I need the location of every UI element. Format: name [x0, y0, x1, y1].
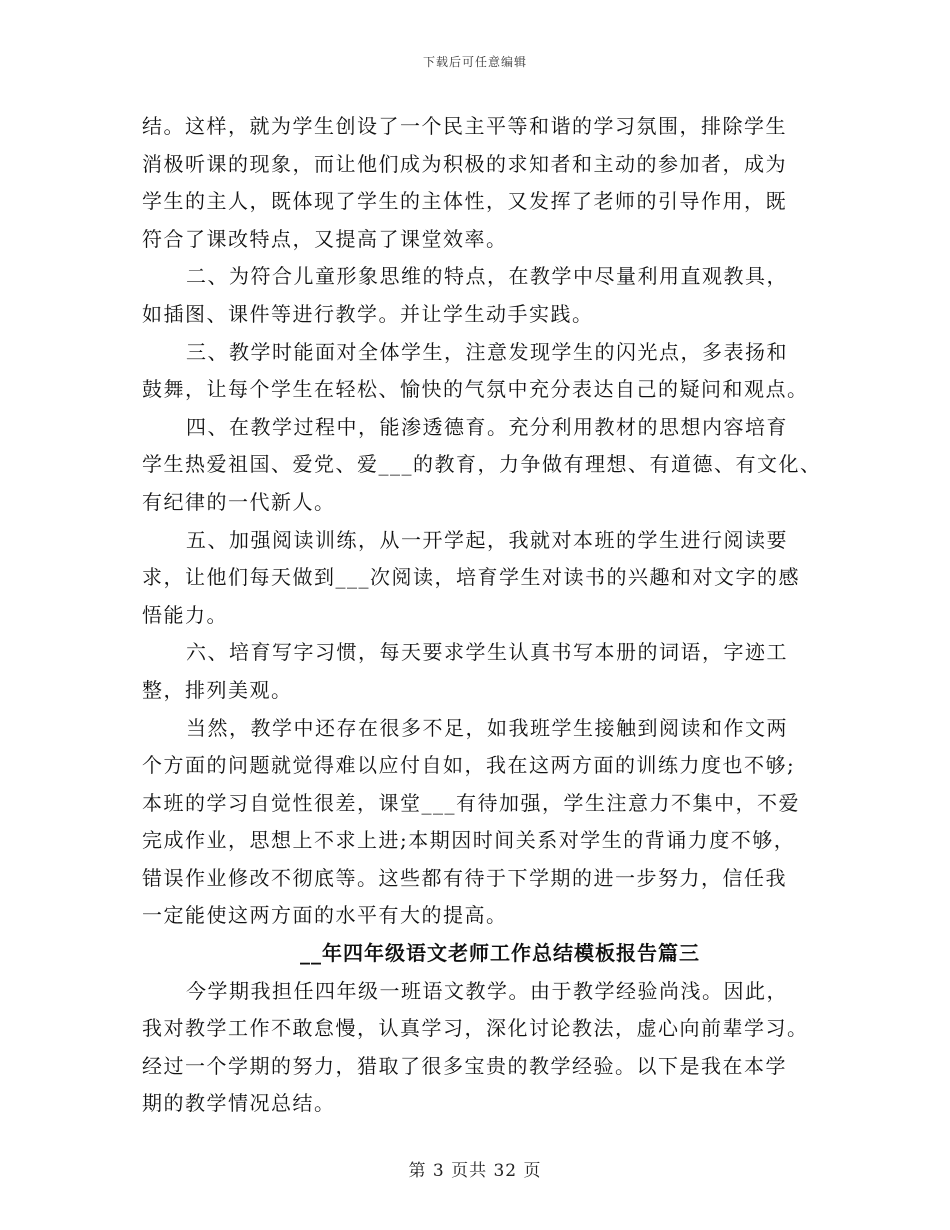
text-line: 学生的主人，既体现了学生的主体性，又发挥了老师的引导作用，既 — [142, 189, 787, 214]
document-body — [142, 108, 822, 1123]
text-line: 消极听课的现象，而让他们成为积极的求知者和主动的参加者，成为 — [142, 151, 787, 176]
text-line: 六、培育写字习惯，每天要求学生认真书写本册的词语，字迹工 — [186, 640, 788, 665]
text-line: 当然，教学中还存在很多不足，如我班学生接触到阅读和作文两 — [186, 715, 788, 740]
text-line: 经过一个学期的努力，猎取了很多宝贵的教学经验。以下是我在本学 — [142, 1053, 787, 1078]
text-line: 学生热爱祖国、爱党、爱___的教育，力争做有理想、有道德、有文化、 — [142, 452, 822, 477]
text-line: 五、加强阅读训练，从一开学起，我就对本班的学生进行阅读要 — [186, 527, 788, 552]
text-line: 个方面的问题就觉得难以应付自如，我在这两方面的训练力度也不够; — [142, 753, 796, 778]
paragraphs-after-heading — [142, 973, 822, 1123]
text-line: 今学期我担任四年级一班语文教学。由于教学经验尚浅。因此， — [186, 978, 788, 1003]
text-line: 悟能力。 — [142, 602, 228, 627]
paragraphs-before-heading — [142, 108, 822, 935]
text-line: 求，让他们每天做到___次阅读，培育学生对读书的兴趣和对文字的感 — [142, 565, 800, 590]
text-line: 整，排列美观。 — [142, 677, 293, 702]
text-line: 二、为符合儿童形象思维的特点，在教学中尽量利用直观教具， — [186, 264, 788, 289]
text-line: 四、在教学过程中，能渗透德育。充分利用教材的思想内容培育 — [186, 414, 788, 439]
text-line: 我对教学工作不敢怠慢，认真学习，深化讨论教法，虚心向前辈学习。 — [142, 1016, 809, 1041]
text-line: 有纪律的一代新人。 — [142, 489, 336, 514]
text-line: 三、教学时能面对全体学生，注意发现学生的闪光点，多表扬和 — [186, 339, 788, 364]
text-line: 本班的学习自觉性很差，课堂___有待加强，学生注意力不集中，不爱 — [142, 790, 800, 815]
text-line: 如插图、课件等进行教学。并让学生动手实践。 — [142, 301, 594, 326]
text-line: 一定能使这两方面的水平有大的提高。 — [142, 903, 508, 928]
text-line: 鼓舞，让每个学生在轻松、愉快的气氛中充分表达自己的疑问和观点。 — [142, 377, 809, 402]
text-line: 符合了课改特点，又提高了课堂效率。 — [142, 226, 508, 251]
section-heading: __年四年级语文老师工作总结模板报告篇三 — [300, 941, 700, 966]
text-line: 完成作业，思想上不求上进;本期因时间关系对学生的背诵力度不够， — [142, 828, 796, 853]
text-line: 错误作业修改不彻底等。这些都有待于下学期的进一步努力，信任我 — [142, 865, 787, 890]
page-header: 下载后可任意编辑 — [422, 55, 527, 69]
text-line: 结。这样，就为学生创设了一个民主平等和谐的学习氛围，排除学生 — [142, 114, 787, 138]
text-line: 期的教学情况总结。 — [142, 1091, 336, 1116]
page-footer: 第 3 页共 32 页 — [408, 1161, 542, 1181]
